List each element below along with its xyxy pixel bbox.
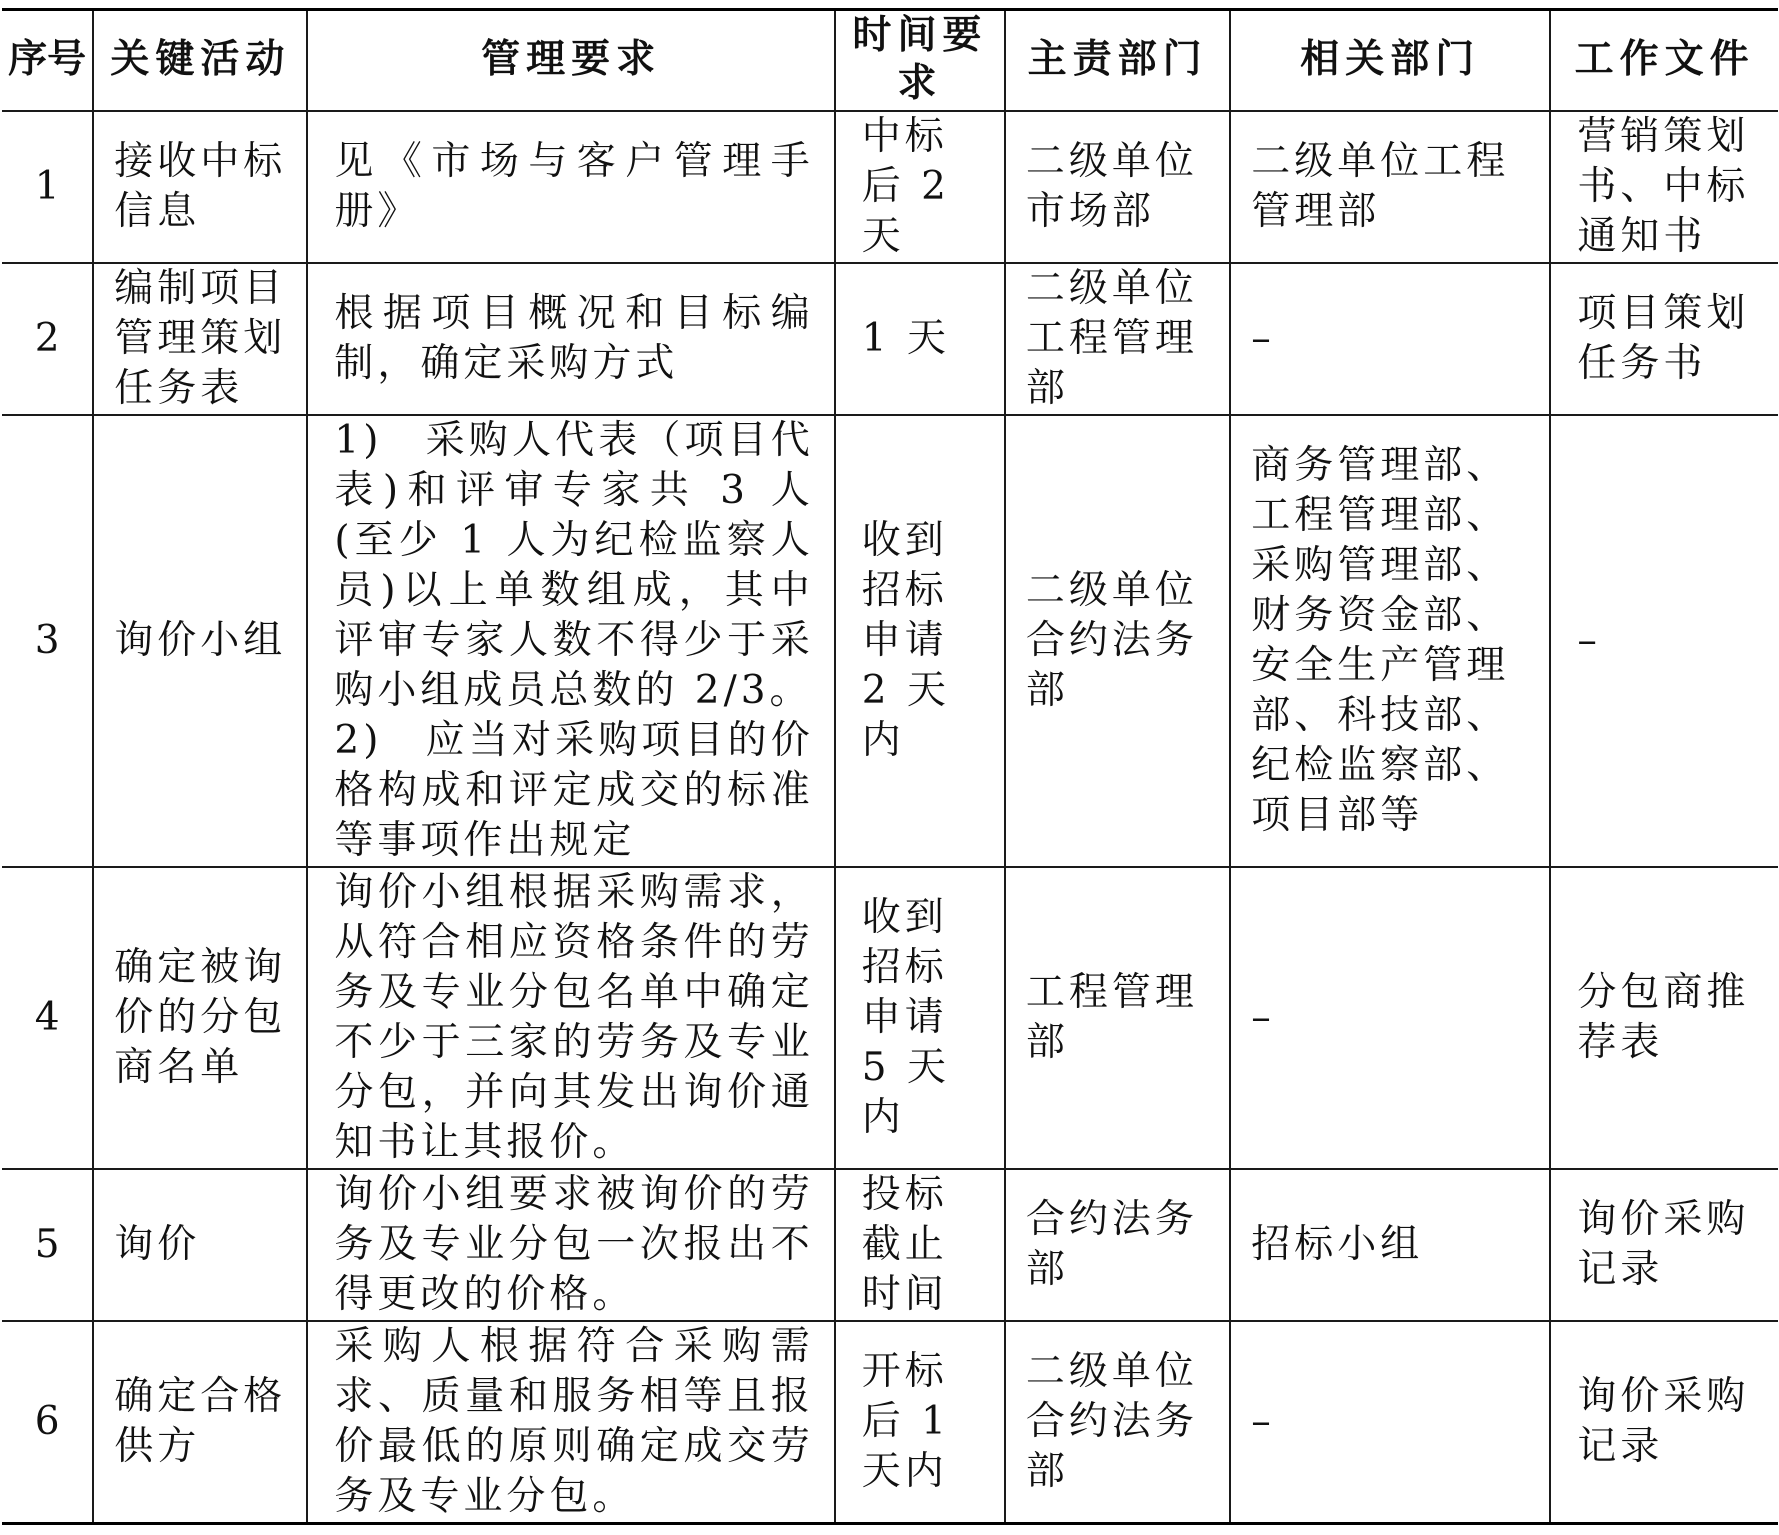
cell-time: 收到招标申请 5 天内	[835, 867, 1005, 1169]
cell-activity: 确定合格供方	[93, 1321, 307, 1524]
cell-work-docs: 询价采购记录	[1550, 1169, 1778, 1321]
cell-seq: 3	[2, 415, 93, 867]
header-management: 管理要求	[307, 10, 834, 111]
cell-related-dept: –	[1230, 263, 1550, 415]
table-row	[2, 415, 1778, 867]
cell-seq: 1	[2, 111, 93, 263]
cell-activity: 询价小组	[93, 415, 307, 867]
cell-lead-dept: 二级单位市场部	[1005, 111, 1230, 263]
cell-activity: 确定被询价的分包商名单	[93, 867, 307, 1169]
procurement-activity-table	[2, 8, 1778, 1525]
table-row	[2, 263, 1778, 415]
table-row	[2, 867, 1778, 1169]
cell-related-dept: 二级单位工程管理部	[1230, 111, 1550, 263]
cell-lead-dept: 二级单位工程管理部	[1005, 263, 1230, 415]
cell-lead-dept: 工程管理部	[1005, 867, 1230, 1169]
cell-lead-dept: 二级单位合约法务部	[1005, 415, 1230, 867]
cell-work-docs: –	[1550, 415, 1778, 867]
header-seq: 序号	[2, 10, 93, 111]
cell-activity: 编制项目管理策划任务表	[93, 263, 307, 415]
header-activity: 关键活动	[93, 10, 307, 111]
cell-work-docs: 询价采购记录	[1550, 1321, 1778, 1524]
cell-activity: 询价	[93, 1169, 307, 1321]
header-related-dept: 相关部门	[1230, 10, 1550, 111]
table-header-row	[2, 10, 1778, 111]
cell-time: 开标后 1 天内	[835, 1321, 1005, 1524]
header-lead-dept: 主责部门	[1005, 10, 1230, 111]
cell-time: 收到招标申请 2 天内	[835, 415, 1005, 867]
cell-management: 询价小组要求被询价的劳务及专业分包一次报出不得更改的价格。	[307, 1169, 834, 1321]
cell-management: 采购人根据符合采购需求、质量和服务相等且报价最低的原则确定成交劳务及专业分包。	[307, 1321, 834, 1524]
cell-related-dept: –	[1230, 1321, 1550, 1524]
cell-time: 中标后 2 天	[835, 111, 1005, 263]
cell-management: 1) 采购人代表（项目代表)和评审专家共 3 人(至少 1 人为纪检监察人员)以上单数组成，其中评审专家人数不得少于采购小组成员总数的 2/3。 2) 应当对采购项目的价格构成和评定成交的标准等事项作出规定	[307, 415, 834, 867]
cell-activity: 接收中标信息	[93, 111, 307, 263]
cell-management: 见《市场与客户管理手册》	[307, 111, 834, 263]
cell-seq: 4	[2, 867, 93, 1169]
cell-related-dept: –	[1230, 867, 1550, 1169]
table-row	[2, 1169, 1778, 1321]
cell-management: 根据项目概况和目标编制，确定采购方式	[307, 263, 834, 415]
cell-related-dept: 商务管理部、工程管理部、采购管理部、财务资金部、安全生产管理部、科技部、纪检监察部、项目部等	[1230, 415, 1550, 867]
table-row	[2, 1321, 1778, 1524]
cell-work-docs: 分包商推荐表	[1550, 867, 1778, 1169]
cell-lead-dept: 合约法务部	[1005, 1169, 1230, 1321]
cell-time: 投标截止时间	[835, 1169, 1005, 1321]
header-time: 时间要求	[835, 10, 1005, 111]
header-work-docs: 工作文件	[1550, 10, 1778, 111]
table-row	[2, 111, 1778, 263]
cell-seq: 5	[2, 1169, 93, 1321]
cell-time: 1 天	[835, 263, 1005, 415]
cell-work-docs: 项目策划任务书	[1550, 263, 1778, 415]
cell-lead-dept: 二级单位合约法务部	[1005, 1321, 1230, 1524]
cell-seq: 6	[2, 1321, 93, 1524]
cell-related-dept: 招标小组	[1230, 1169, 1550, 1321]
cell-seq: 2	[2, 263, 93, 415]
cell-management: 询价小组根据采购需求，从符合相应资格条件的劳务及专业分包名单中确定不少于三家的劳务及专业分包，并向其发出询价通知书让其报价。	[307, 867, 834, 1169]
cell-work-docs: 营销策划书、中标通知书	[1550, 111, 1778, 263]
